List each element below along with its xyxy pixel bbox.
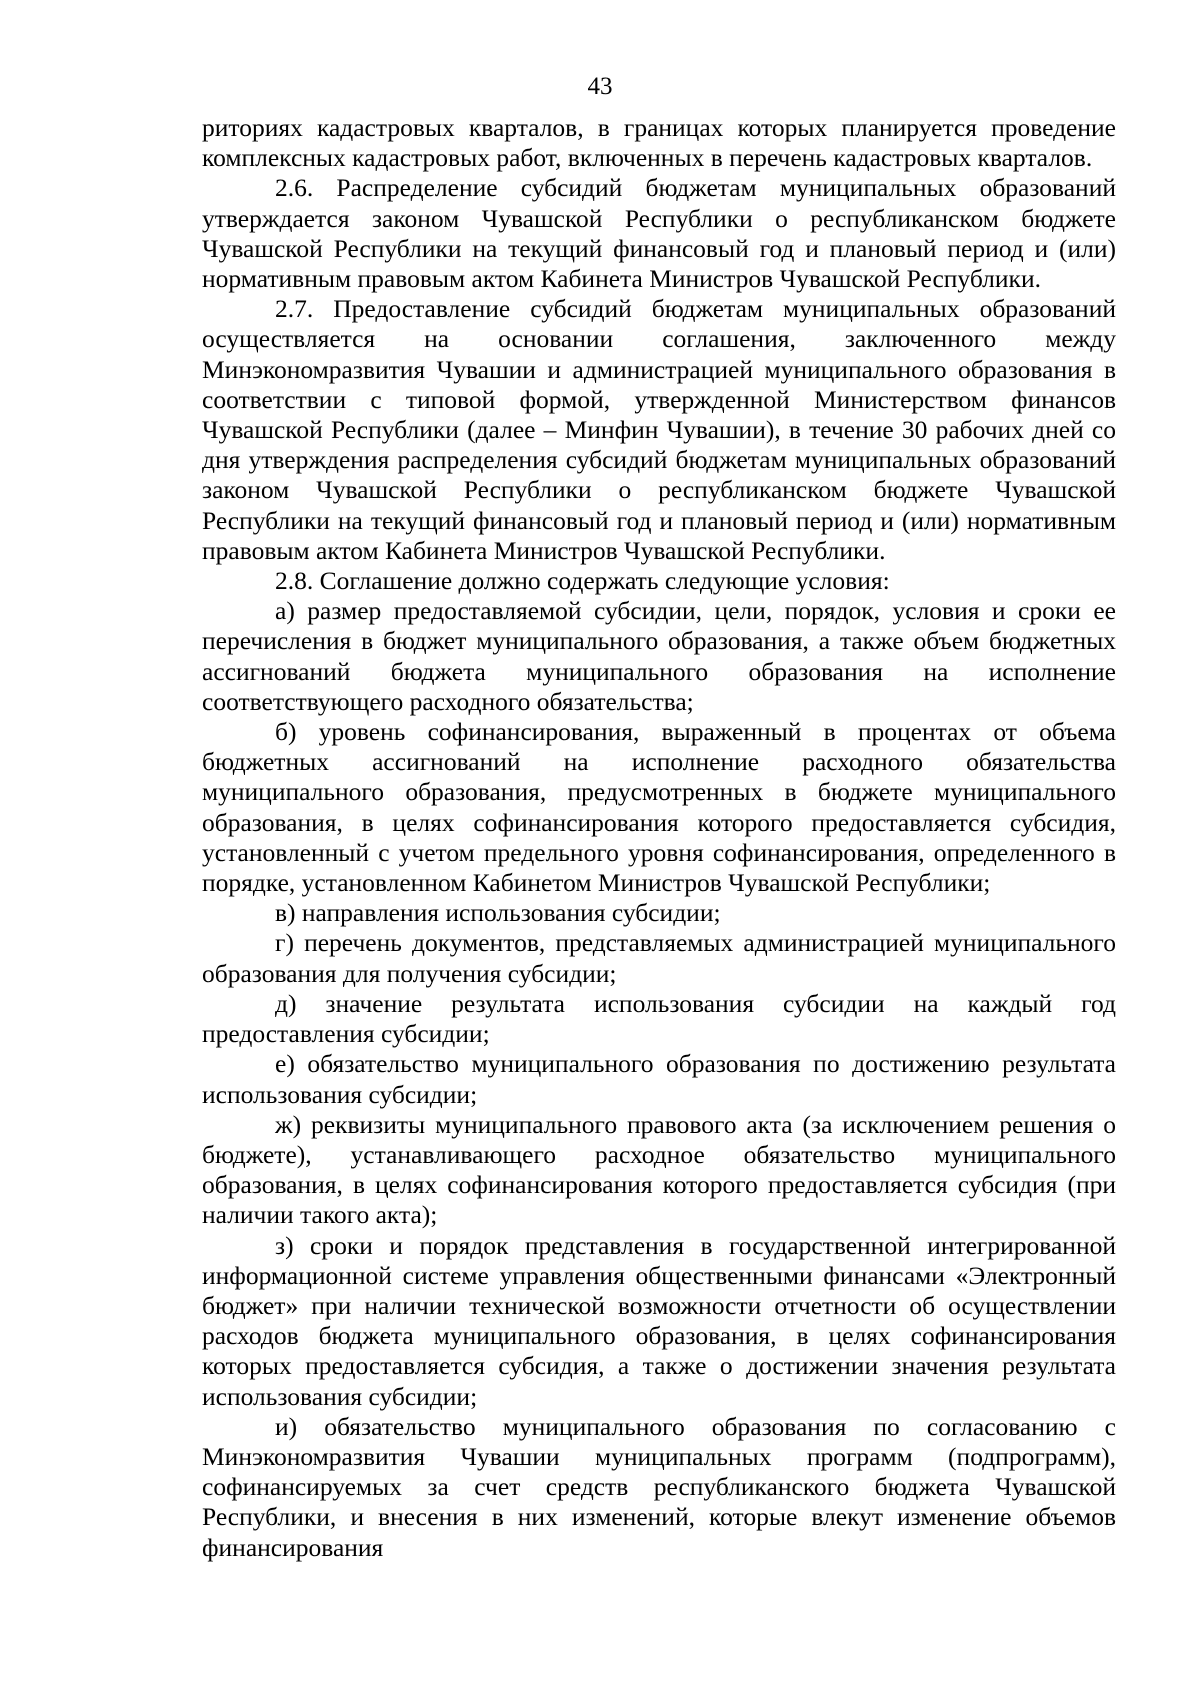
- list-item-z: з) сроки и порядок представления в государственной интегрированной информационной системе управления общественными финансами «Электронный бюджет» при наличии технической возможности отчетности об осуществлении расходов бюджета муниципального образования, в целях софинансирования которых предоставляется субсидия, а также о достижении значения результата использования субсидии;: [202, 1230, 1116, 1411]
- list-item-g: г) перечень документов, представляемых администрацией муниципального образования для получения субсидии;: [202, 928, 1116, 988]
- body-text: [202, 113, 1116, 1563]
- page-number: 43: [587, 73, 613, 100]
- paragraph-2-6: 2.6. Распределение субсидий бюджетам муниципальных образований утверждается законом Чувашской Республики о республиканском бюджете Чувашской Республики на текущий финансовый год и плановый период и (или) нормативным правовым актом Кабинета Министров Чувашской Республики.: [202, 173, 1116, 294]
- list-item-d: д) значение результата использования субсидии на каждый год предоставления субсидии;: [202, 988, 1116, 1049]
- list-item-e: е) обязательство муниципального образования по достижению результата использования субсидии;: [202, 1049, 1116, 1109]
- list-item-b: б) уровень софинансирования, выраженный в процентах от объема бюджетных ассигнований на исполнение расходного обязательства муниципального образования, предусмотренных в бюджете муниципального образования, в целях софинансирования которого предоставляется субсидия, установленный с учетом предельного уровня софинансирования, определенного в порядке, установленном Кабинетом Министров Чувашской Республики;: [202, 717, 1116, 898]
- list-item-i: и) обязательство муниципального образования по согласованию с Минэкономразвития Чувашии муниципальных программ (подпрограмм), софинансируемых за счет средств республиканского бюджета Чувашской Республики, и внесения в них изменений, которые влекут изменение объемов финансирования: [202, 1411, 1116, 1562]
- paragraph-2-8: 2.8. Соглашение должно содержать следующие условия:: [275, 566, 890, 596]
- list-item-a: а) размер предоставляемой субсидии, цели, порядок, условия и сроки ее перечисления в бюджет муниципального образования, а также объем бюджетных ассигнований бюджета муниципального образования на исполнение соответствующего расходного обязательства;: [202, 596, 1116, 716]
- list-item-zh: ж) реквизиты муниципального правового акта (за исключением решения о бюджете), устанавливающего расходное обязательство муниципального образования, в целях софинансирования которого предоставляется субсидия (при наличии такого акта);: [202, 1109, 1116, 1230]
- paragraph-continuation: риториях кадастровых кварталов, в границах которых планируется проведение комплексных кадастровых работ, включенных в перечень кадастровых кварталов.: [202, 113, 1116, 173]
- paragraph-2-7: 2.7. Предоставление субсидий бюджетам муниципальных образований осуществляется на основании соглашения, заключенного между Минэкономразвития Чувашии и администрацией муниципального образования в соответствии с типовой формой, утвержденной Министерством финансов Чувашской Республики (далее – Минфин Чувашии), в течение 30 рабочих дней со дня утверждения распределения субсидий бюджетам муниципальных образований законом Чувашской Республики о республиканском бюджете Чувашской Республики на текущий финансовый год и плановый период и (или) нормативным правовым актом Кабинета Министров Чувашской Республики.: [202, 294, 1116, 565]
- list-item-v: в) направления использования субсидии;: [275, 898, 721, 928]
